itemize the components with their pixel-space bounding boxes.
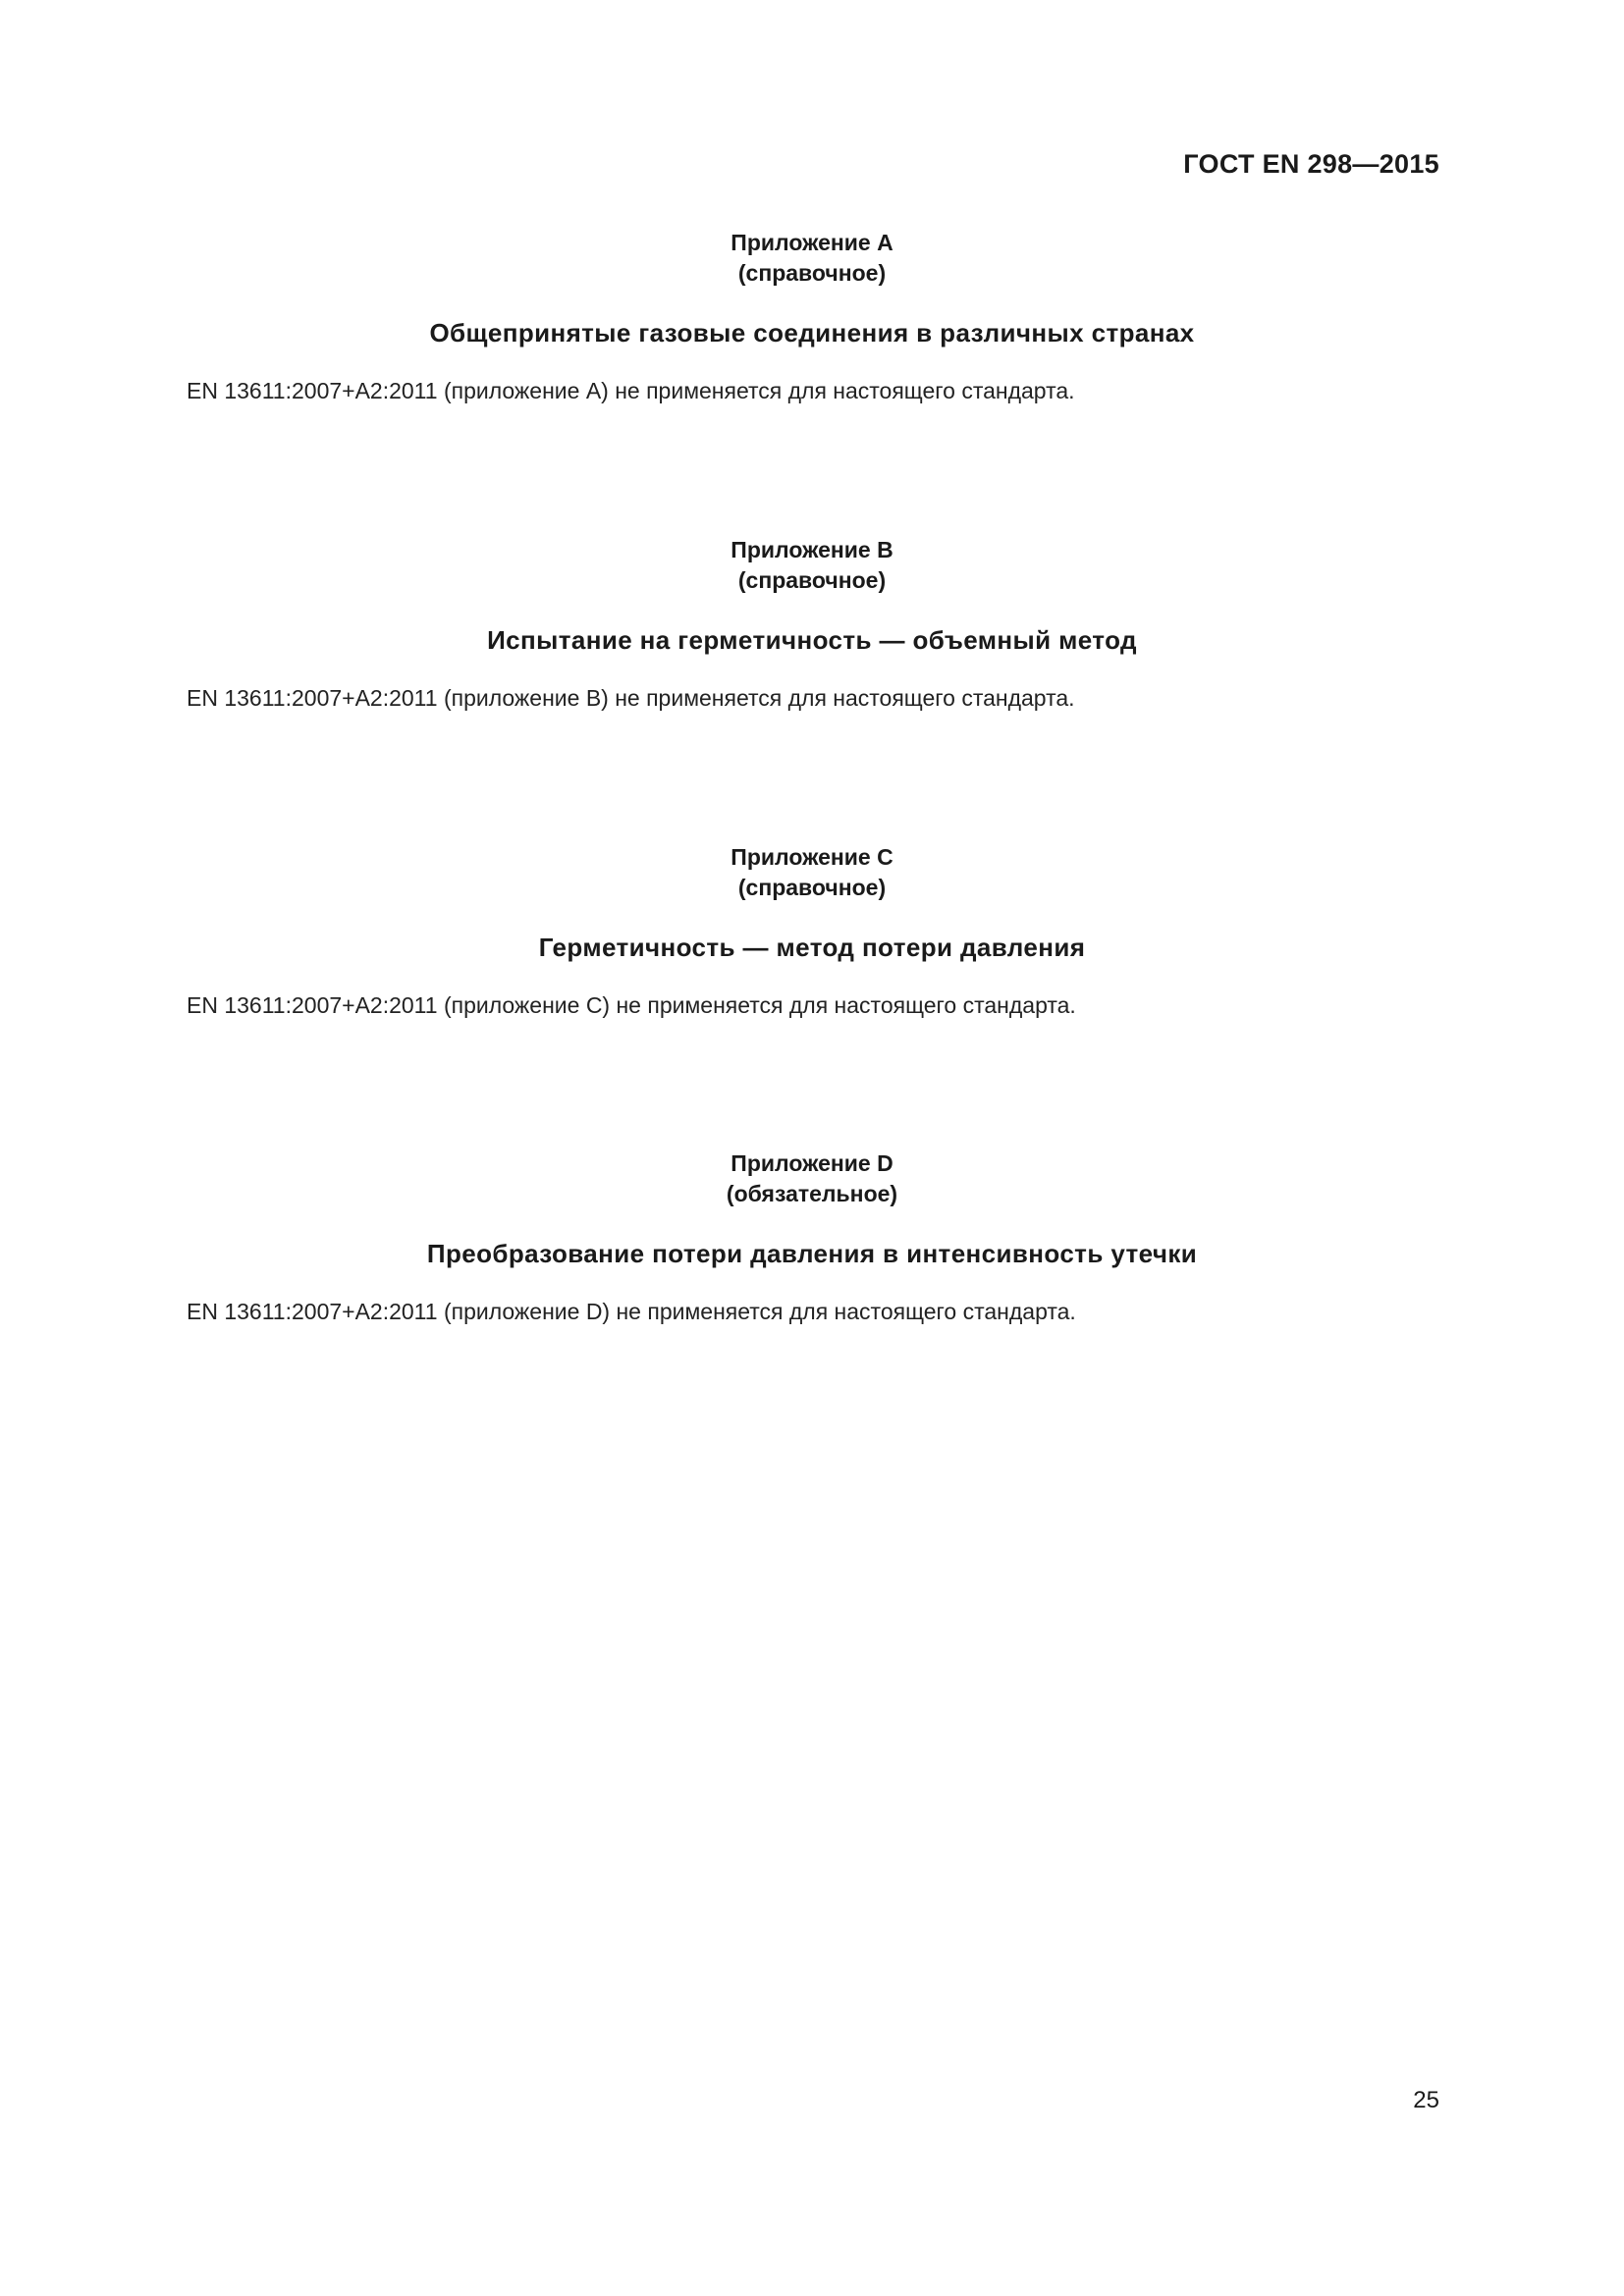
annex-d [0,1148,1624,1325]
annex-a [0,228,1624,404]
annex-heading: Испытание на герметичность — объемный метод [487,625,1137,655]
annex-heading: Преобразование потери давления в интенсивность утечки [426,1239,1198,1268]
annex-title: Приложение B [731,537,893,562]
annex-title: Приложение D [731,1150,893,1176]
annex-heading: Общепринятые газовые соединения в различных странах [429,318,1195,347]
annex-title: Приложение A [731,230,893,255]
annex-heading: Герметичность — метод потери давления [538,933,1086,962]
annex-text: EN 13611:2007+A2:2011 (приложение A) не применяется для настоящего стандарта. [187,378,1075,403]
annex-title: Приложение C [731,844,893,870]
annex-kind: (обязательное) [726,1181,898,1206]
annex-kind: (справочное) [737,567,887,593]
page-number: 25 [1413,2087,1439,2113]
annex-kind: (справочное) [737,875,887,900]
annex-text: EN 13611:2007+A2:2011 (приложение B) не применяется для настоящего стандарта. [187,685,1075,711]
annex-kind: (справочное) [737,260,887,286]
annex-text: EN 13611:2007+A2:2011 (приложение D) не применяется для настоящего стандарта. [187,1299,1076,1324]
annex-b [0,535,1624,712]
annex-text: EN 13611:2007+A2:2011 (приложение C) не применяется для настоящего стандарта. [187,992,1076,1018]
document-code: ГОСТ EN 298—2015 [1183,149,1439,179]
annex-c [0,842,1624,1019]
